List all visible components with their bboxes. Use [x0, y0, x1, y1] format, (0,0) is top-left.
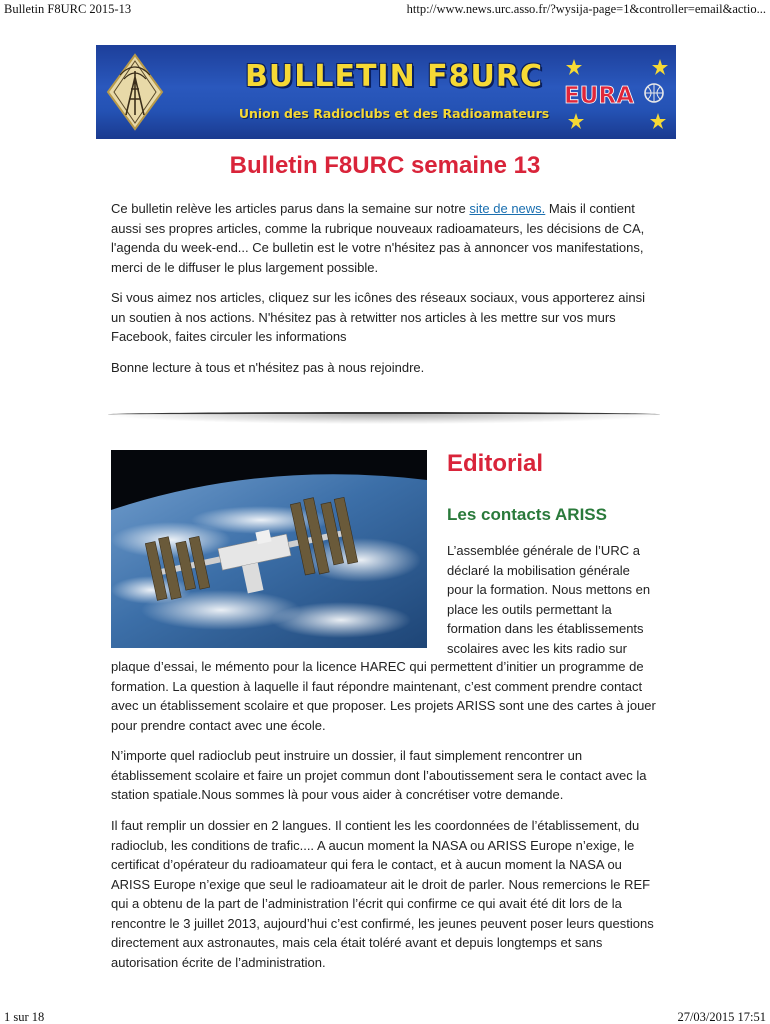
svg-text:EURA: EURA: [564, 83, 634, 109]
print-header-url: http://www.news.urc.asso.fr/?wysija-page=1&controller=email&actio...: [406, 2, 766, 16]
print-header: [0, 2, 770, 20]
print-header-title: Bulletin F8URC 2015-13: [4, 2, 132, 16]
editorial-paragraph-3: Il faut remplir un dossier en 2 langues. Il contient les les coordonnées de l’établissement, du radioclub, les conditions de trafic.... A aucun moment la NASA ou ARISS Europe n’exige, le certificat d’opérateur du radioamateur qui fera le contact, et à aucun moment la NASA ou ARISS Europe n’exige que seul le radioamateur ait le droit de parler. Nous remercions le REF qui a obtenu de la part de l’administration l’écrit qui confirme ce qui avait été dit lors de la rencontre le 3 juillet 2013, aujourd’hui c’est confirmé, les jeunes peuvent poser leurs questions directement aux astronautes, mais cela était toléré avant et depuis longtemps et sans autorisation écrite de l’administration.: [111, 818, 654, 970]
banner-title: BULLETIN F8URC: [245, 59, 543, 94]
intro-paragraph-1: Ce bulletin relève les articles parus dans la semaine sur notre site de news. Mais il contient aussi ses propres articles, comme la rubrique nouveaux radioamateurs, les décisions de CA, l'agenda du week-end... Ce bulletin est le votre n'hésitez pas à annoncer vos manifestations, merci de le diffuser le plus largement possible.: [111, 201, 645, 275]
news-site-link[interactable]: site de news.: [469, 201, 546, 216]
editorial-paragraph-2: N’importe quel radioclub peut instruire un dossier, il faut simplement rencontrer un établissement scolaire et faire un projet commun dont l’aboutissement sera le contact avec la station spatiale.Nous sommes là pour vous aider à concrétiser votre demande.: [111, 748, 647, 802]
editorial-side-text: L’assemblée générale de l’URC a déclaré la mobilisation générale pour la formation. Nous mettons en place les outils permettant la formation dans les établissements scolaires avec les kits radio sur: [447, 543, 651, 656]
page-title: Bulletin F8URC semaine 13: [229, 152, 541, 179]
editorial-paragraph-1: plaque d’essai, le mémento pour la licence HAREC qui permettent d’initier un programme de formation. La question à laquelle il faut répondre maintenant, c’est comment prendre contact avec un établissement scolaire et que proposer. Les projets ARISS sont une des cartes à jouer pour prendre contact avec une école.: [111, 659, 656, 733]
eura-logo: [564, 77, 668, 111]
iss-photo: [111, 450, 427, 648]
page-count: 1 sur 18: [4, 1010, 45, 1024]
editorial-title: Editorial: [447, 450, 544, 477]
section-divider: [108, 412, 660, 424]
print-footer: [0, 1010, 770, 1024]
newsletter-banner: [96, 45, 676, 139]
intro-paragraph-2: Si vous aimez nos articles, cliquez sur les icônes des réseaux sociaux, vous apporterez ainsi un soutien à nos actions. N'hésitez pas à retwitter nos articles à les mettre sur vos murs Facebook, faites circuler les informations: [111, 290, 645, 344]
intro-paragraph-3: Bonne lecture à tous et n'hésitez pas à nous rejoindre.: [111, 360, 425, 375]
print-timestamp: 27/03/2015 17:51: [677, 1010, 766, 1024]
editorial-subtitle: Les contacts ARISS: [447, 505, 607, 524]
banner-subtitle: Union des Radioclubs et des Radioamateurs: [238, 106, 550, 121]
radio-tower-emblem: [106, 53, 164, 131]
